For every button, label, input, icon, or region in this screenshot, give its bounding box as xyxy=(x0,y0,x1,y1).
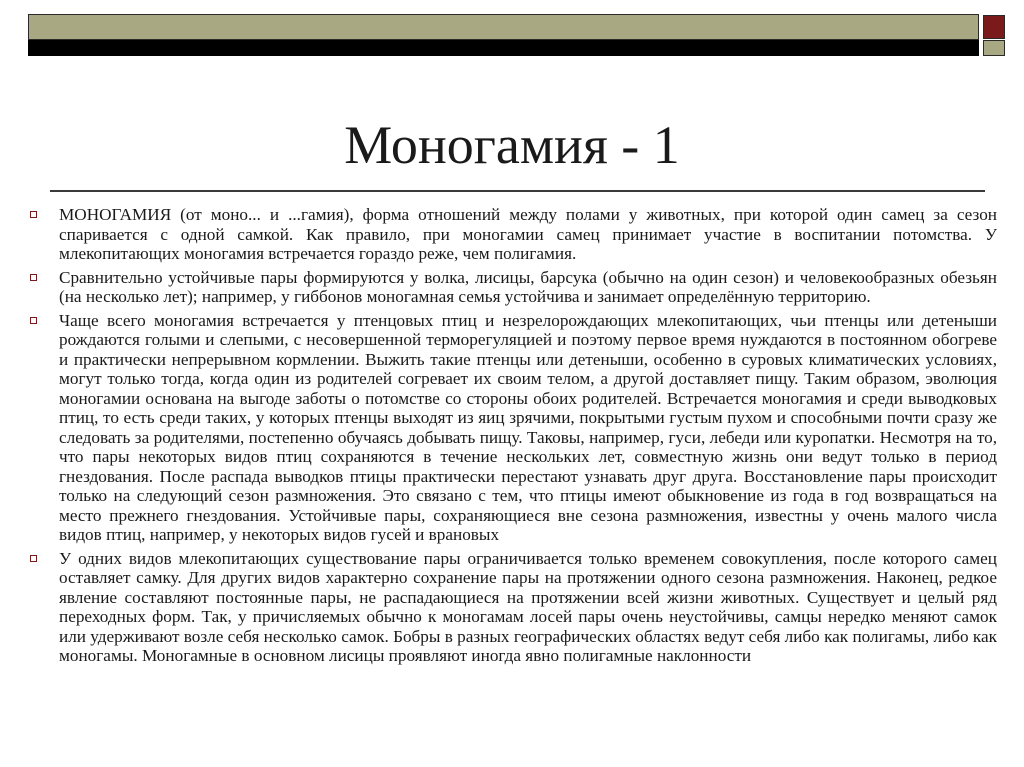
list-item xyxy=(30,268,997,307)
paragraph-text: Сравнительно устойчивые пары формируются у волка, лисицы, барсука (обычно на один сезон) и человекообразных обезьян (на несколько лет); например, у гиббонов моногамная семья устойчива и занимает определённую территорию. xyxy=(59,267,997,306)
list-item xyxy=(30,205,997,264)
hollow-square-icon xyxy=(30,274,37,281)
paragraph-text: МОНОГАМИЯ (от моно... и ...гамия), форма отношений между полами у животных, при которой один самец за сезон спаривается с одной самкой. Как правило, при моногамии самец принимает участие в воспитании потомства. У млекопитающих моногамия встречается гораздо реже, чем полигамия. xyxy=(59,205,997,263)
list-item xyxy=(30,549,997,666)
hollow-square-icon xyxy=(30,555,37,562)
slide-title: Моногамия - 1 xyxy=(344,115,680,175)
hollow-square-icon xyxy=(30,211,37,218)
title-divider xyxy=(50,190,985,192)
list-item xyxy=(30,311,997,545)
corner-square-red xyxy=(983,15,1005,39)
header-band xyxy=(28,14,979,40)
header-underline xyxy=(28,40,979,56)
paragraph-text: Чаще всего моногамия встречается у птенцовых птиц и незрелорождающих млекопитающих, чьи птенцы или детеныши рождаются голыми и слепыми, с несовершенной терморегуляцией и поэтому первое время нуждаются в постоянном обогреве и практически непрерывном кормлении. Выжить такие птенцы или детеныши, особенно в суровых климатических условиях, могут только тогда, когда один из родителей согревает их своим телом, а другой доставляет пищу. Таким образом, эволюция моногамии основана на выгоде заботы о потомстве со стороны обоих родителей. Встречается моногамия и среди выводковых птиц, то есть среди таких, у которых птенцы выходят из яиц зрячими, покрытыми густым пухом и способными почти сразу же следовать за родителями, постепенно обучаясь добывать пищу. Таковы, например, гуси, лебеди или куропатки. Несмотря на то, что пары некоторых видов птиц сохраняются в течение нескольких лет, совместную жизнь они ведут только в период гнездования. После распада выводков птицы практически перестают узнавать друг друга. Восстановление пары происходит только на следующий сезон размножения. Это связано с тем, что птицы имеют обыкновение из года в год возвращаться на место прежнего гнездования. Устойчивые пары, сохраняющиеся вне сезона размножения, известны у очень малого числа видов птиц, например, у некоторых видов гусей и врановых xyxy=(59,310,997,544)
hollow-square-icon xyxy=(30,317,37,324)
paragraph-text: У одних видов млекопитающих существование пары ограничивается только временем совокупления, после которого самец оставляет самку. Для других видов характерно сохранение пары на протяжении одного сезона размножения. Наконец, редкое явление составляют постоянные пары, не распадающиеся на протяжении всей жизни животных. Существует и целый ряд переходных форм. Так, у причисляемых обычно к моногамам лосей пары очень неустойчивы, самцы нередко меняют самок или удерживают возле себя несколько самок. Бобры в разных географических областях ведут себя либо как полигамы, либо как моногамы. Моногамные в основном лисицы проявляют иногда явно полигамные наклонности xyxy=(59,548,997,665)
bullet-list xyxy=(30,205,997,670)
corner-square-olive xyxy=(983,40,1005,56)
